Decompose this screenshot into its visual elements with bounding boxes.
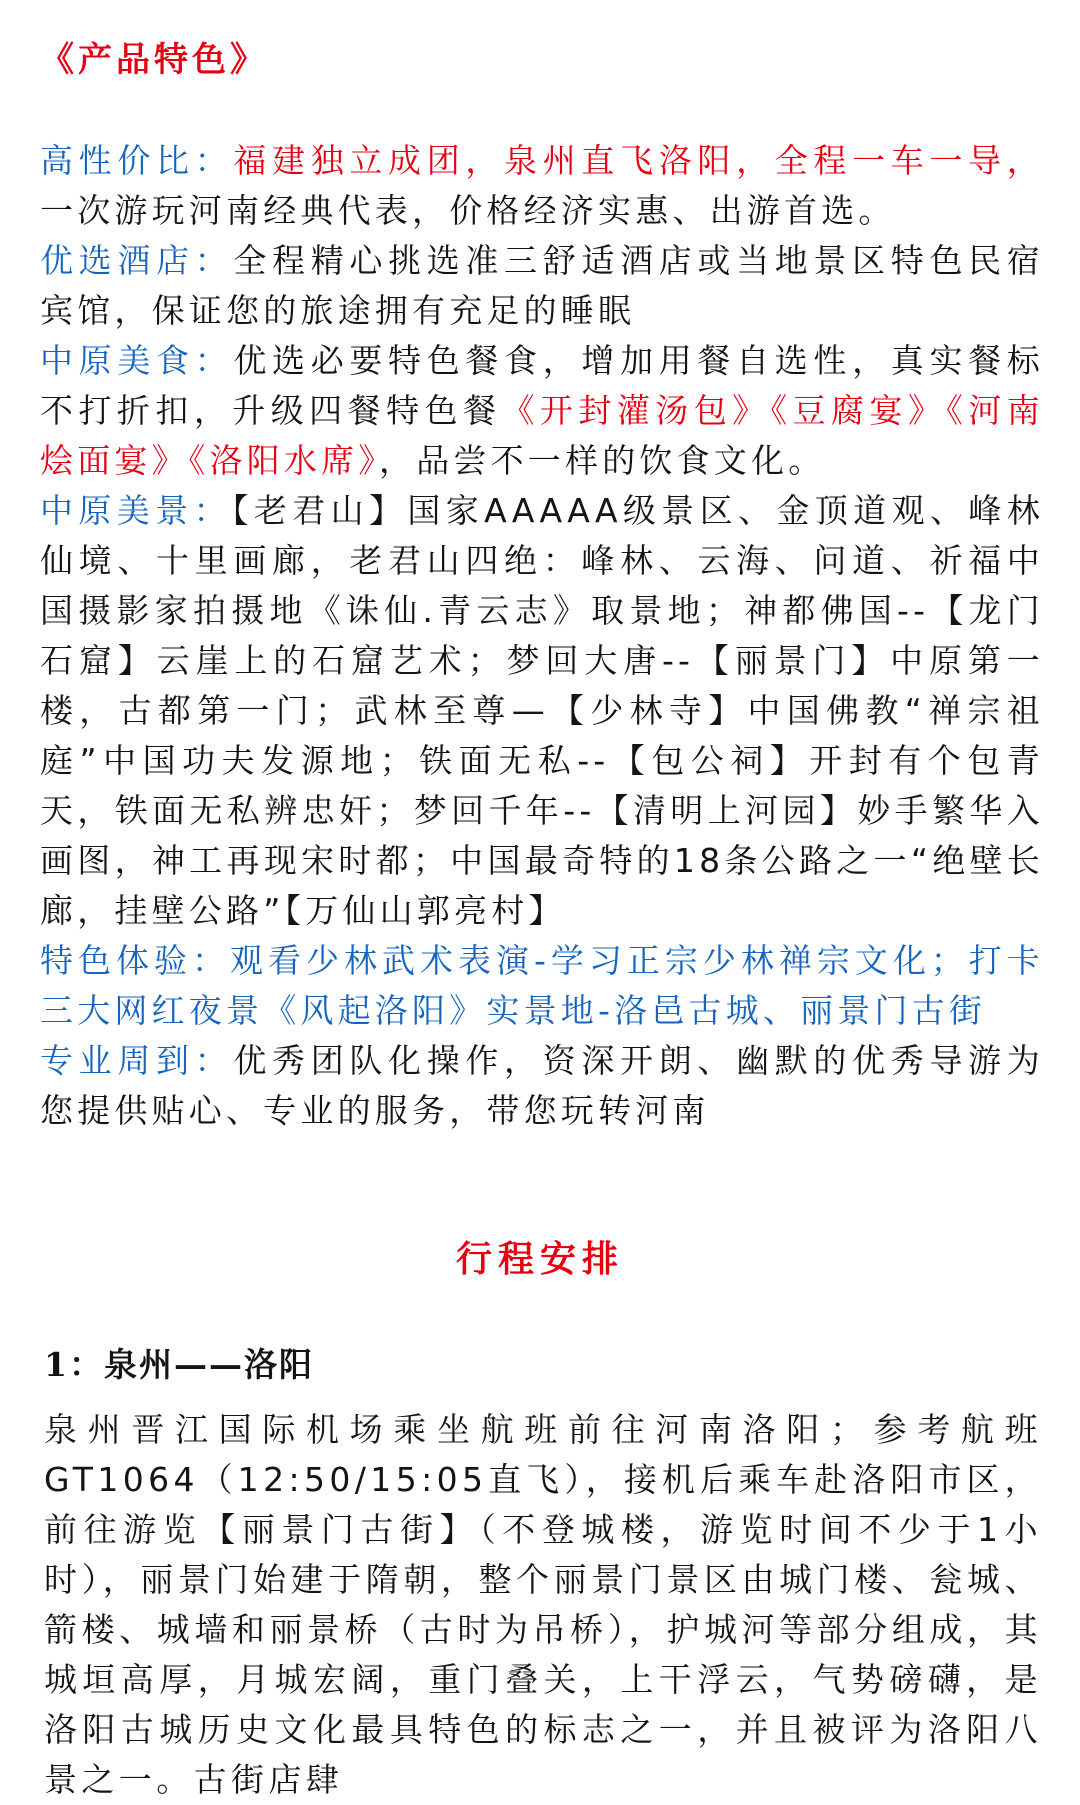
feature-text: 一次游玩河南经典代表，价格经济实惠、出游首选。: [40, 191, 896, 230]
feature-label: 中原美景：: [40, 491, 232, 530]
feature-text: ，品尝不一样的饮食文化。: [379, 441, 826, 480]
itinerary-title: 行程安排: [455, 1239, 624, 1280]
feature-hotels: [40, 236, 1044, 336]
feature-text: 优秀团队化操作，资深开朗、幽默的优秀导游为您提供贴心、专业的服务，带您玩转河南: [40, 1041, 1044, 1130]
feature-food: [40, 336, 1044, 486]
feature-text-highlight: 《开封灌汤包》《豆腐宴》《河南烩面宴》《洛阳水席》: [40, 391, 1045, 480]
feature-service: [40, 1036, 1044, 1136]
feature-label: 专业周到：: [40, 1041, 234, 1080]
feature-experience: [40, 936, 1044, 1036]
feature-label: 高性价比：: [40, 141, 234, 180]
feature-text-highlight: 观看少林武术表演-学习正宗少林禅宗文化；打卡三大网红夜景《风起洛阳》实景地-洛邑古城、丽景门古街: [40, 941, 1045, 1030]
day-title: 1：泉州——洛阳: [44, 1345, 314, 1384]
feature-value-for-money: [40, 136, 1044, 236]
feature-label: 中原美食：: [40, 341, 234, 380]
feature-text-highlight: 福建独立成团，泉州直飞洛阳，全程一车一导，: [233, 141, 1044, 180]
product-features-list: [40, 136, 1044, 1136]
feature-text: 全程精心挑选准三舒适酒店或当地景区特色民宿宾馆，保证您的旅途拥有充足的睡眠: [40, 241, 1044, 330]
feature-label: 特色体验：: [40, 941, 230, 980]
feature-label: 优选酒店：: [40, 241, 234, 280]
feature-text: 【老君山】国家AAAAA级景区、金顶道观、峰林仙境、十里画廊，老君山四绝：峰林、云海、问道、祈福中国摄影家拍摄地《诛仙.青云志》取景地；神都佛国--【龙门石窟】云崖上的石窟艺术；梦回大唐--【丽景门】中原第一楼，古都第一门；武林至尊—【少林寺】中国佛教“禅宗祖庭”中国功夫发源地；铁面无私--【包公祠】开封有个包青天，铁面无私辨忠奸；梦回千年--【清明上河园】妙手繁华入画图，神工再现宋时都；中国最奇特的18条公路之一“绝壁长廊，挂壁公路”【万仙山郭亮村】: [40, 491, 1044, 930]
feature-scenery: [40, 486, 1044, 936]
feature-text: 优选必要特色餐食，增加用餐自选性，真实餐标不打折扣，升级四餐特色餐: [40, 341, 1044, 430]
day-description: 泉州晋江国际机场乘坐航班前往河南洛阳；参考航班GT1064（12:50/15:05直飞），接机后乘车赴洛阳市区，前往游览【丽景门古街】（不登城楼，游览时间不少于1小时），丽景门始建于隋朝，整个丽景门景区由城门楼、瓮城、箭楼、城墙和丽景桥（古时为吊桥），护城河等部分组成，其城垣高厚，月城宏阔，重门叠关，上干浮云，气势磅礴，是洛阳古城历史文化最具特色的标志之一，并且被评为洛阳八景之一。古街店肆: [44, 1410, 1042, 1799]
product-features-heading: 《产品特色》: [40, 40, 268, 80]
